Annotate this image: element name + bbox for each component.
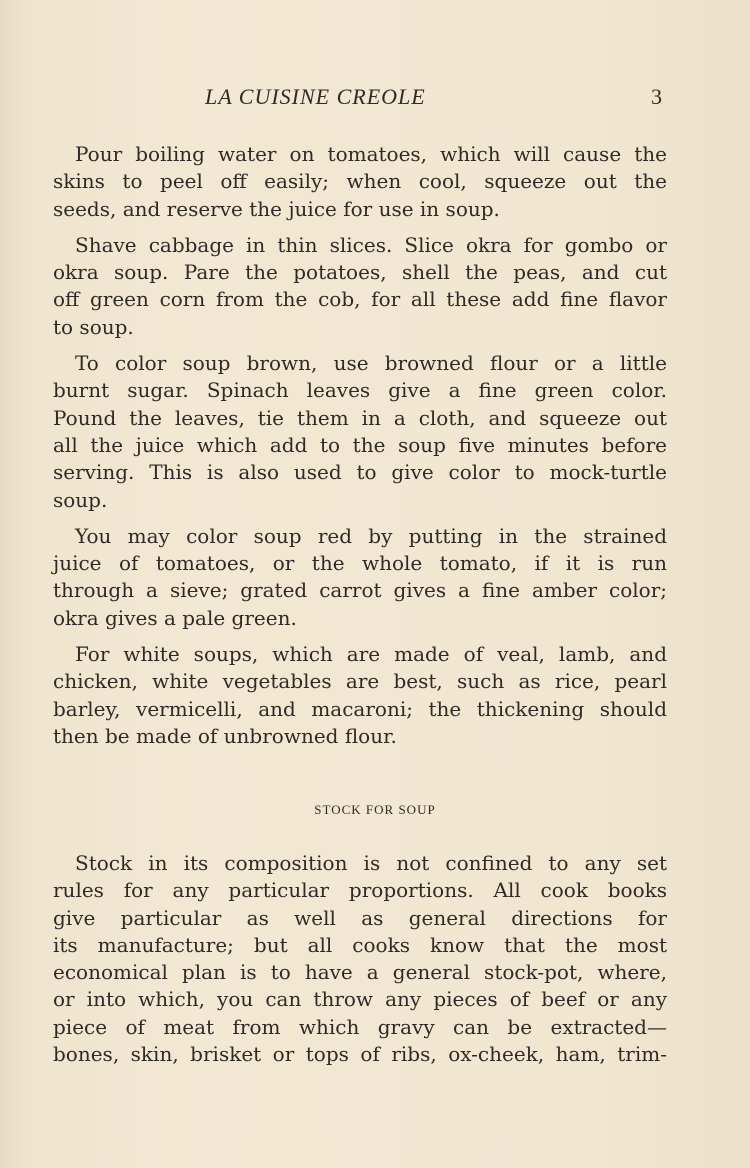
page-number: 3 xyxy=(651,84,662,109)
text-line: chicken, white vegetables are best, such as rice, pearl xyxy=(53,669,667,694)
text-line: economical plan is to have a general stock-pot, where, xyxy=(53,960,667,985)
text-line: okra soup. Pare the potatoes, shell the peas, and cut xyxy=(53,260,667,285)
paragraph xyxy=(53,141,667,223)
text-line: You may color soup red by putting in the strained xyxy=(75,523,667,548)
text-line: okra gives a pale green. xyxy=(53,605,297,630)
text-line: bones, skin, brisket or tops of ribs, ox-cheek, ham, trim- xyxy=(53,1042,667,1067)
text-line: To color soup brown, use browned flour or a little xyxy=(75,351,667,376)
text-line: serving. This is also used to give color to mock-turtle xyxy=(53,460,667,485)
text-line: soup. xyxy=(53,487,108,512)
text-line: Stock in its composition is not confined to any set xyxy=(75,851,667,875)
paragraph xyxy=(53,641,667,750)
text-line: or into which, you can throw any pieces of beef or any xyxy=(53,987,667,1012)
text-line: juice of tomatoes, or the whole tomato, if it is run xyxy=(53,551,667,576)
text-line: piece of meat from which gravy can be extracted— xyxy=(53,1014,667,1039)
paragraph xyxy=(53,350,667,514)
text-line: barley, vermicelli, and macaroni; the thickening should xyxy=(53,696,667,721)
text-line: Pour boiling water on tomatoes, which will cause the xyxy=(75,142,667,166)
text-line: skins to peel off easily; when cool, squeeze out the xyxy=(53,169,667,194)
running-header xyxy=(0,84,750,114)
text-line: rules for any particular proportions. All cook books xyxy=(53,878,667,903)
section-body xyxy=(53,850,667,1077)
paragraph xyxy=(53,850,667,1068)
text-line: through a sieve; grated carrot gives a fine amber color; xyxy=(53,578,667,603)
text-line: all the juice which add to the soup five minutes before xyxy=(53,432,667,457)
text-line: off green corn from the cob, for all these add fine flavor xyxy=(53,287,667,312)
text-line: Shave cabbage in thin slices. Slice okra for gombo or xyxy=(75,232,667,257)
running-title: LA CUISINE CREOLE xyxy=(205,84,426,109)
text-line: seeds, and reserve the juice for use in soup. xyxy=(53,196,500,221)
text-line: give particular as well as general directions for xyxy=(53,905,667,930)
text-line: to soup. xyxy=(53,314,134,339)
body-text xyxy=(53,141,667,759)
paragraph xyxy=(53,523,667,632)
text-line: burnt sugar. Spinach leaves give a fine green color. xyxy=(53,378,667,403)
text-line: its manufacture; but all cooks know that the most xyxy=(53,932,667,957)
paragraph xyxy=(53,232,667,341)
text-line: Pound the leaves, tie them in a cloth, and squeeze out xyxy=(53,405,667,430)
text-line: For white soups, which are made of veal, lamb, and xyxy=(75,642,667,667)
section-heading: STOCK FOR SOUP xyxy=(314,802,436,817)
text-line: then be made of unbrowned flour. xyxy=(53,723,397,748)
